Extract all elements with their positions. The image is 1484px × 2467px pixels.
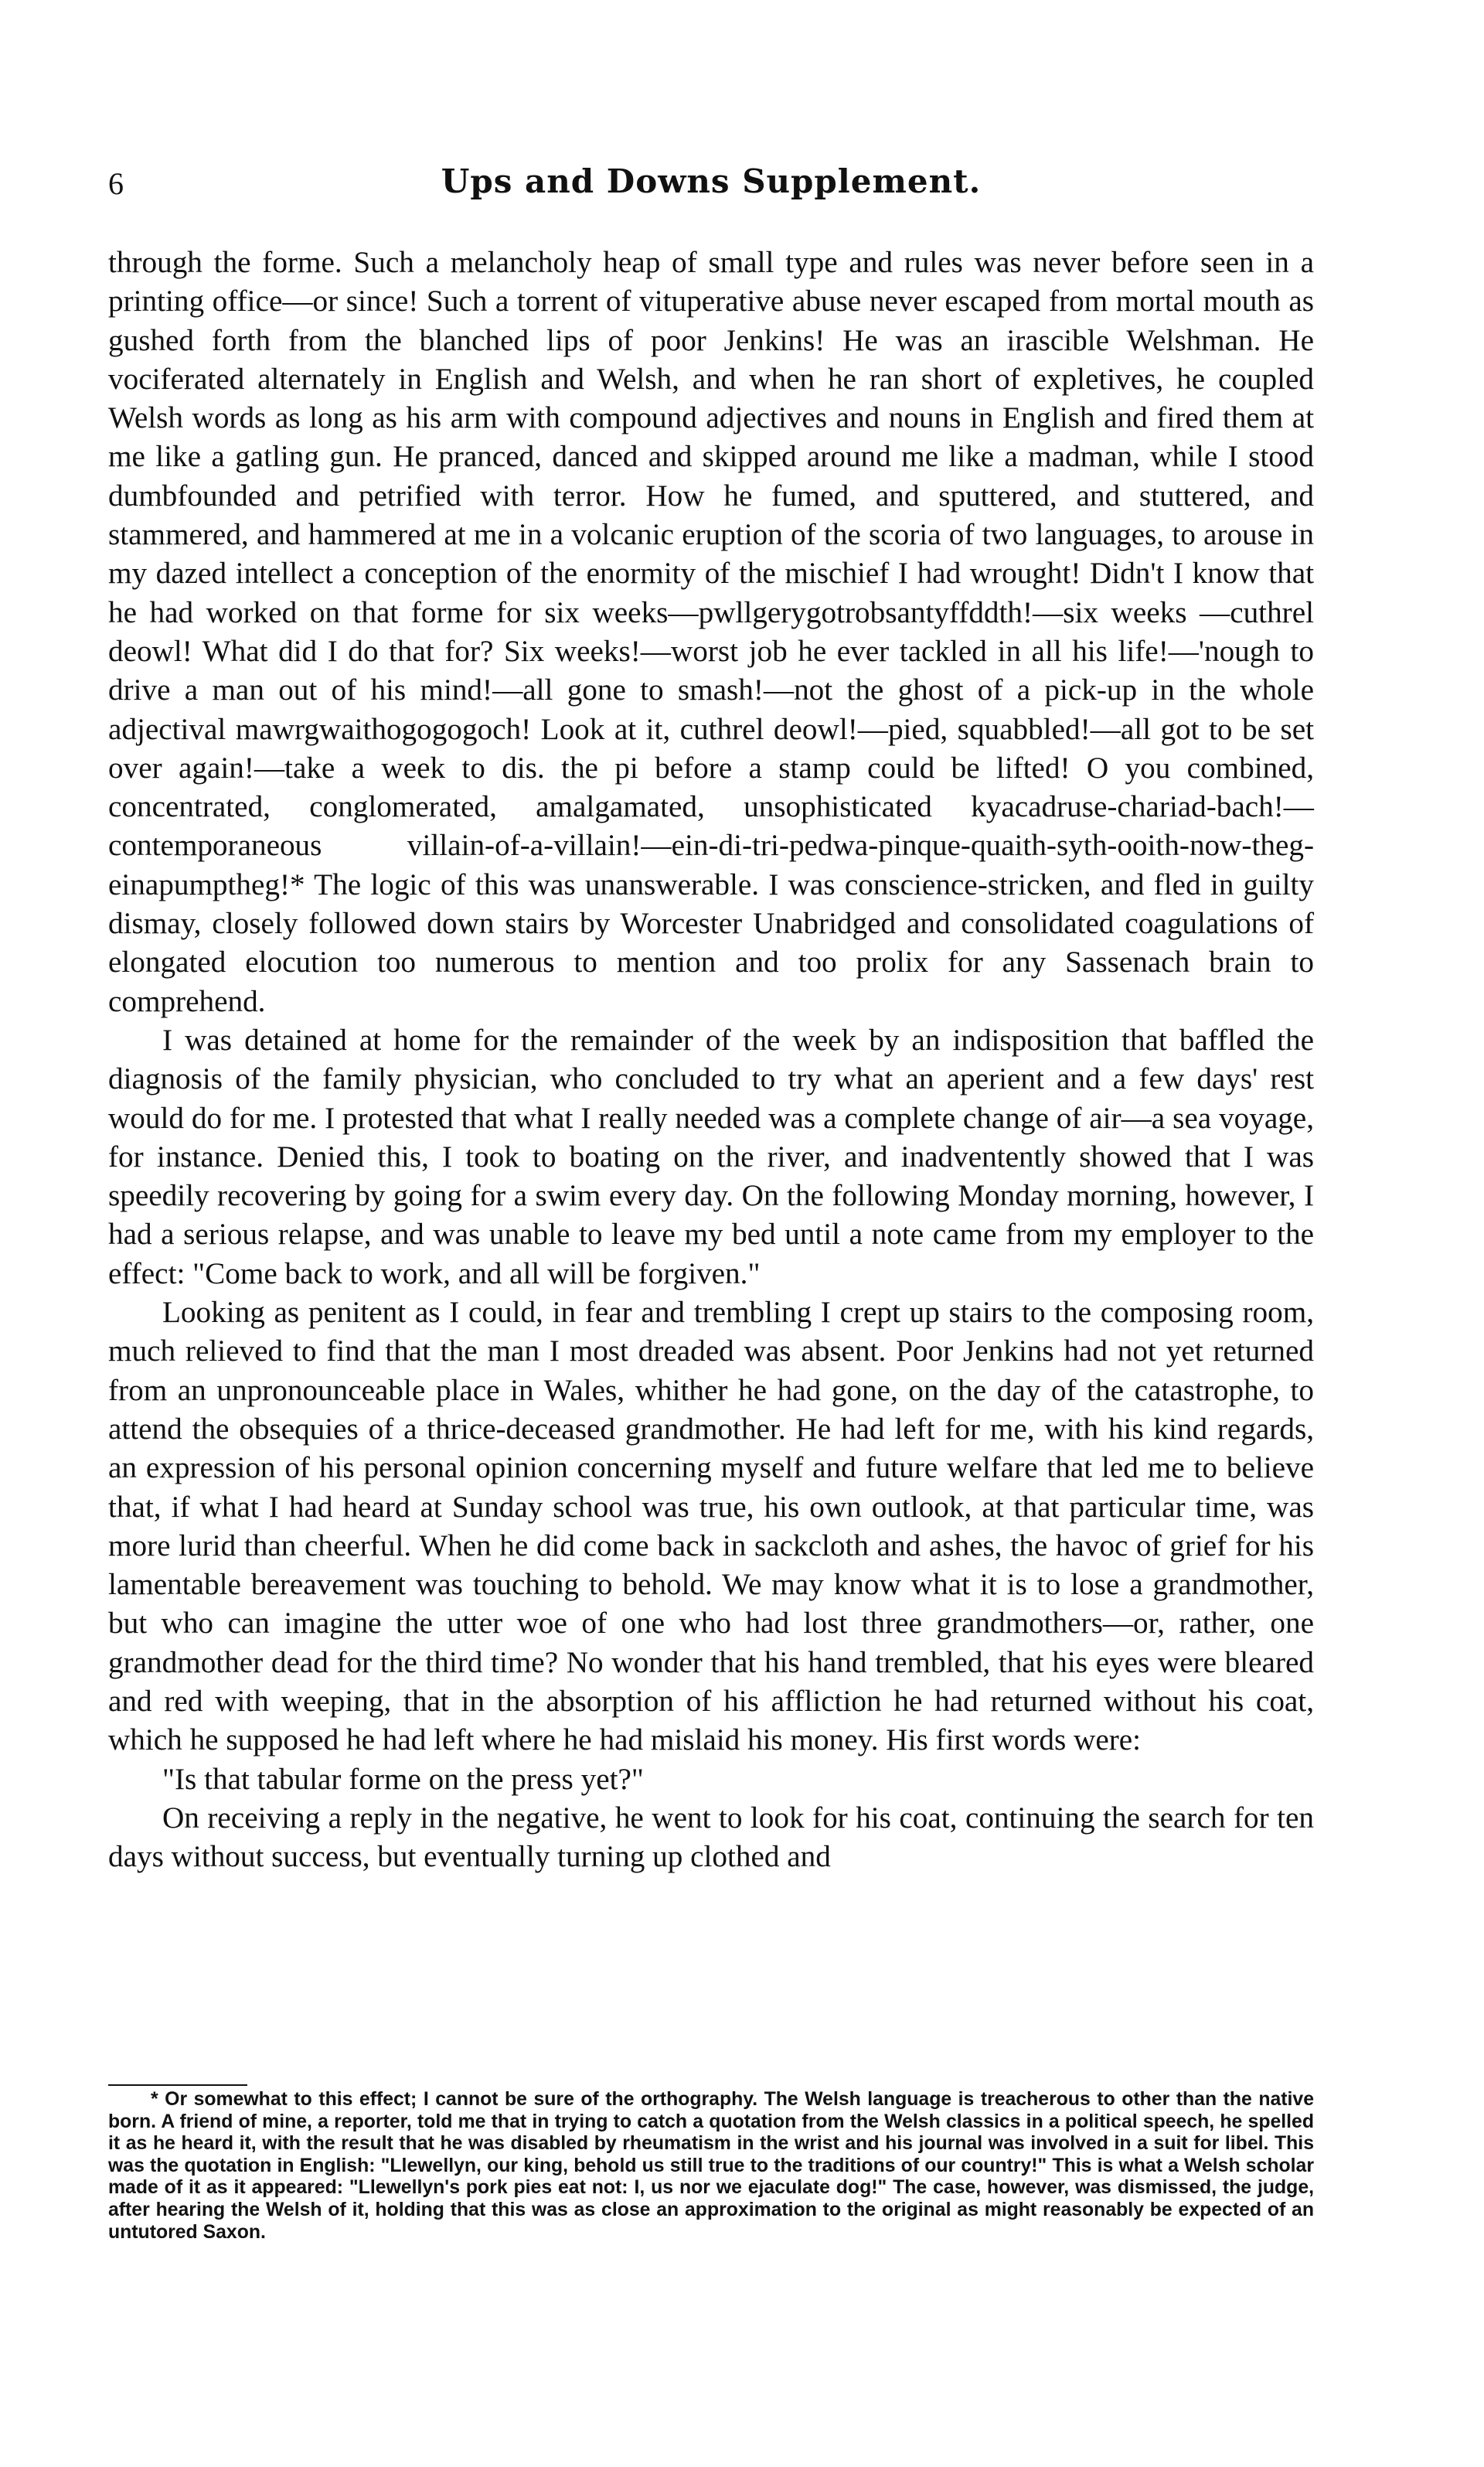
footnote: * Or somewhat to this effect; I cannot be sure of the orthography. The Welsh language is treacherous to other than the native born. A friend of mine, a reporter, told me that in trying to catch a quotation from the Welsh classics in a political speech, he spelled it as he heard it, with the result that he was disabled by rheumatism in the wrist and his journal was involved in a suit for libel. This was the quotation in English: "Llewellyn, our king, behold us still true to the traditions of our country!" This is what a Welsh scholar made of it as it appeared: "Llewellyn's pork pies eat not: I, us nor we ejaculate dog!" The case, however, was dismissed, the judge, after hearing the Welsh of it, holding that this was as close an approximation to the original as might reasonably be expected of an untutored Saxon. [108,2089,1314,2243]
paragraph-quote: "Is that tabular forme on the press yet?" [162,1762,644,1796]
paragraph-indisposition: I was detained at home for the remainder of the week by an indisposition that baffled the diagnosis of the family physician, who concluded to try what an aperient and a few days' rest would do for me. I protested that what I really needed was a complete change of air—a sea voyage, for instance. Denied this, I took to boating on the river, and inadventently showed that I was speedily recovering by going for a swim every day. On the following Monday morning, however, I had a serious relapse, and was unable to leave my bed until a note came from my employer to the effect: "Come back to work, and all will be forgiven." [108,1023,1314,1290]
paragraph-continuation: through the forme. Such a melancholy heap of small type and rules was never before seen in a printing office—or since! Such a torrent of vituperative abuse never escaped from mortal mouth as gushed forth from the blanched lips of poor Jenkins! He was an irascible Welshman. He vociferated alternately in English and Welsh, and when he ran short of expletives, he coupled Welsh words as long as his arm with compound adjectives and nouns in English and fired them at me like a gatling gun. He pranced, danced and skipped around me like a madman, while I stood dumbfounded and petrified with terror. How he fumed, and sputtered, and stuttered, and stammered, and hammered at me in a volcanic eruption of the scoria of two languages, to arouse in my dazed intellect a conception of the enormity of the mischief I had wrought! Didn't I know that he had worked on that forme for six weeks—pwllgerygotrobsantyffddth!—six weeks —cuthrel deowl! What did I do that for? Six weeks!—worst job he ever tackled in all his life!—'nough to drive a man out of his mind!—all gone to smash!—not the ghost of a pick-up in the whole adjectival mawrgwaithogogogoch! Look at it, cuthrel deowl!—pied, squabbled!—all got to be set over again!—take a week to dis. the pi before a stamp could be lifted! O you combined, concentrated, conglomerated, amalgamated, unsophisticated kyacadruse-chariad-bach!—contemporaneous villain-of-a-villain!—ein-di-tri-pedwa-pinque-quaith-syth-ooith-now-theg-einapumptheg!* The logic of this was unanswerable. I was conscience-stricken, and fled in guilty dismay, closely followed down stairs by Worcester Unabridged and consolidated coagulations of elongated elocution too numerous to mention and too prolix for any Sassenach brain to comprehend. [108,246,1314,1018]
paragraph-search: On receiving a reply in the negative, he went to look for his coat, continuing the search for ten days without success, but eventually turning up clothed and [108,1801,1314,1874]
footnote-divider [108,2084,247,2086]
body-text [108,244,1314,1876]
running-title: Ups and Downs Supplement. [441,162,982,200]
page-header [108,162,1314,209]
page-number: 6 [108,166,124,201]
book-page [108,0,1314,2467]
paragraph-return: Looking as penitent as I could, in fear and trembling I crept up stairs to the composing room, much relieved to find that the man I most dreaded was absent. Poor Jenkins had not yet returned from an unpronounceable place in Wales, whither he had gone, on the day of the catastrophe, to attend the obsequies of a thrice-deceased grandmother. He had left for me, with his kind regards, an expression of his personal opinion concerning myself and future welfare that led me to believe that, if what I had heard at Sunday school was true, his own outlook, at that particular time, was more lurid than cheerful. When he did come back in sackcloth and ashes, the havoc of grief for his lamentable bereavement was touching to behold. We may know what it is to lose a grandmother, but who can imagine the utter woe of one who had lost three grandmothers—or, rather, one grandmother dead for the third time? No wonder that his hand trembled, that his eyes were bleared and red with weeping, that in the absorption of his affliction he had returned without his coat, which he supposed he had left where he had mislaid his money. His first words were: [108,1296,1314,1757]
